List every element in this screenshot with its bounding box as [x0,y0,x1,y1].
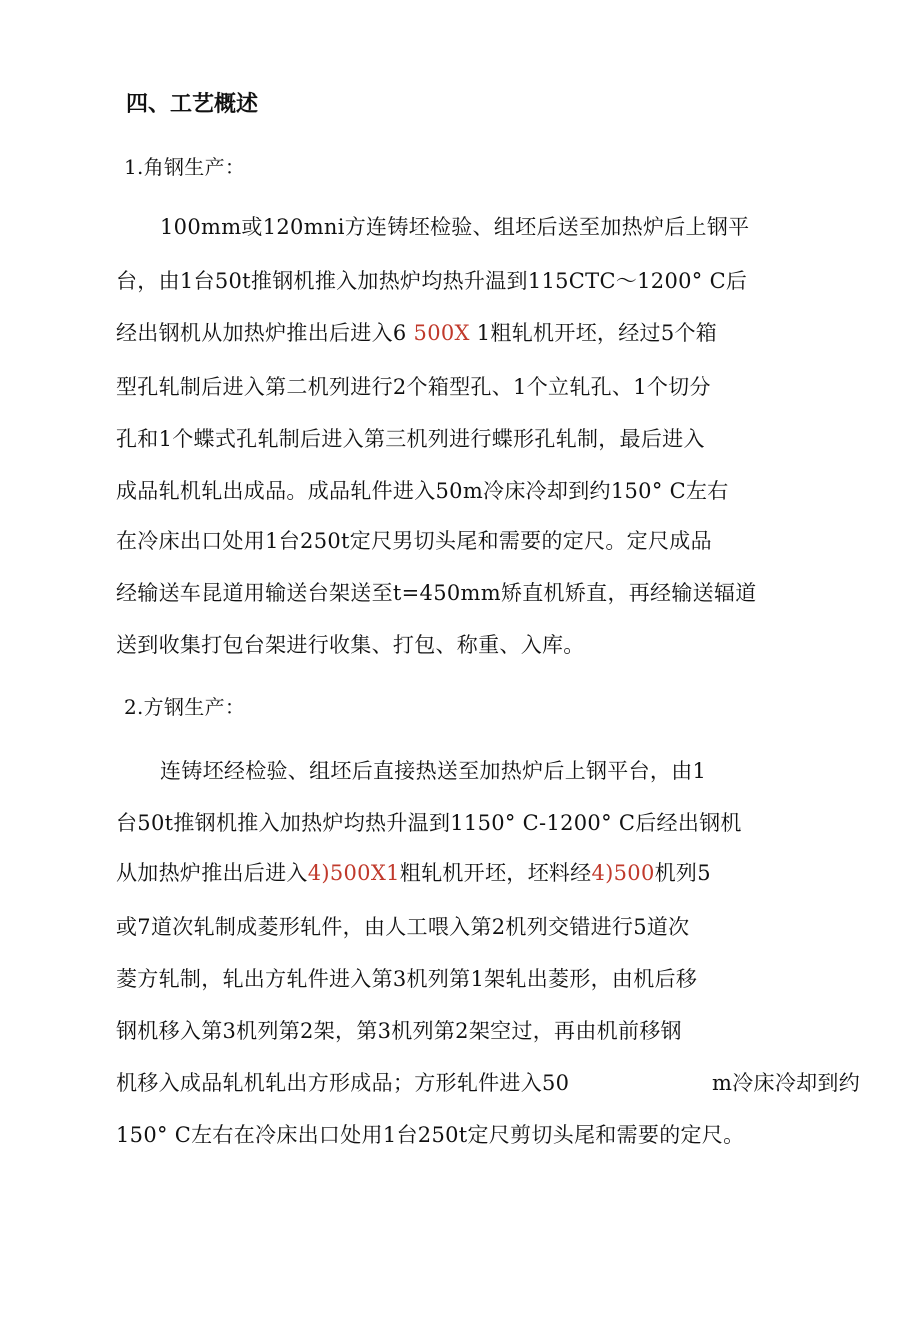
paragraph-line: 送到收集打包台架进行收集、打包、称重、入库。 [116,633,585,657]
paragraph-line: 台，由1台50t推钢机推入加热炉均热升温到115CTC～1200° C后 [116,269,748,293]
paragraph-line: 成品轧机轧出成品。成品轧件进入50m冷床冷却到约150° C左右 [116,479,729,503]
paragraph-line: 100mm或120mni方连铸坯检验、组坯后送至加热炉后上钢平 [160,215,750,239]
paragraph-line: 或7道次轧制成菱形轧件，由人工喂入第2机列交错进行5道次 [116,915,690,939]
subsection-title-angle-steel: 1.角钢生产： [124,155,246,179]
subsection-title-square-steel: 2.方钢生产： [124,695,246,719]
paragraph-line [116,318,717,348]
paragraph-line: 经输送车昆道用输送台架送至t=450mm矫直机矫直，再经输送辐道 [116,581,757,605]
paragraph-line: 连铸坯经检验、组坯后直接热送至加热炉后上钢平台，由1 [160,759,707,783]
paragraph-line: 机移入成品轧机轧出方形成品；方形轧件进入50 [116,1071,570,1095]
paragraph-line: 台50t推钢机推入加热炉均热升温到1150° C-1200° C后经出钢机 [116,811,742,835]
paragraph-line: 菱方轧制，轧出方轧件进入第3机列第1架轧出菱形，由机后移 [116,967,698,991]
text-span: 机列5 [654,861,711,885]
text-span: 从加热炉推出后进入 [116,861,308,885]
paragraph-line: 孔和1个蝶式孔轧制后进入第三机列进行蝶形孔轧制，最后进入 [116,427,705,451]
highlighted-text: 4)500 [591,861,655,885]
section-heading: 四、工艺概述 [126,92,259,117]
text-span: 1粗轧机开坯，经过5个箱 [469,321,718,345]
paragraph-line [116,858,711,888]
paragraph-line: 钢机移入第3机列第2架，第3机列第2架空过，再由机前移钢 [116,1019,682,1043]
paragraph-line: 在冷床出口处用1台250t定尺男切头尾和需要的定尺。定尺成品 [116,529,712,553]
text-span: 粗轧机开坯，坯料经 [399,861,592,885]
paragraph-line-continuation: m冷床冷却到约 [712,1071,861,1095]
highlighted-text: 4)500X1 [307,861,400,885]
highlighted-text: 500X [413,321,470,345]
paragraph-line: 型孔轧制后进入第二机列进行2个箱型孔、1个立轧孔、1个切分 [116,375,711,399]
text-span: 经出钢机从加热炉推出后进入6 [116,321,414,345]
paragraph-line: 150° C左右在冷床出口处用1台250t定尺剪切头尾和需要的定尺。 [116,1123,745,1147]
